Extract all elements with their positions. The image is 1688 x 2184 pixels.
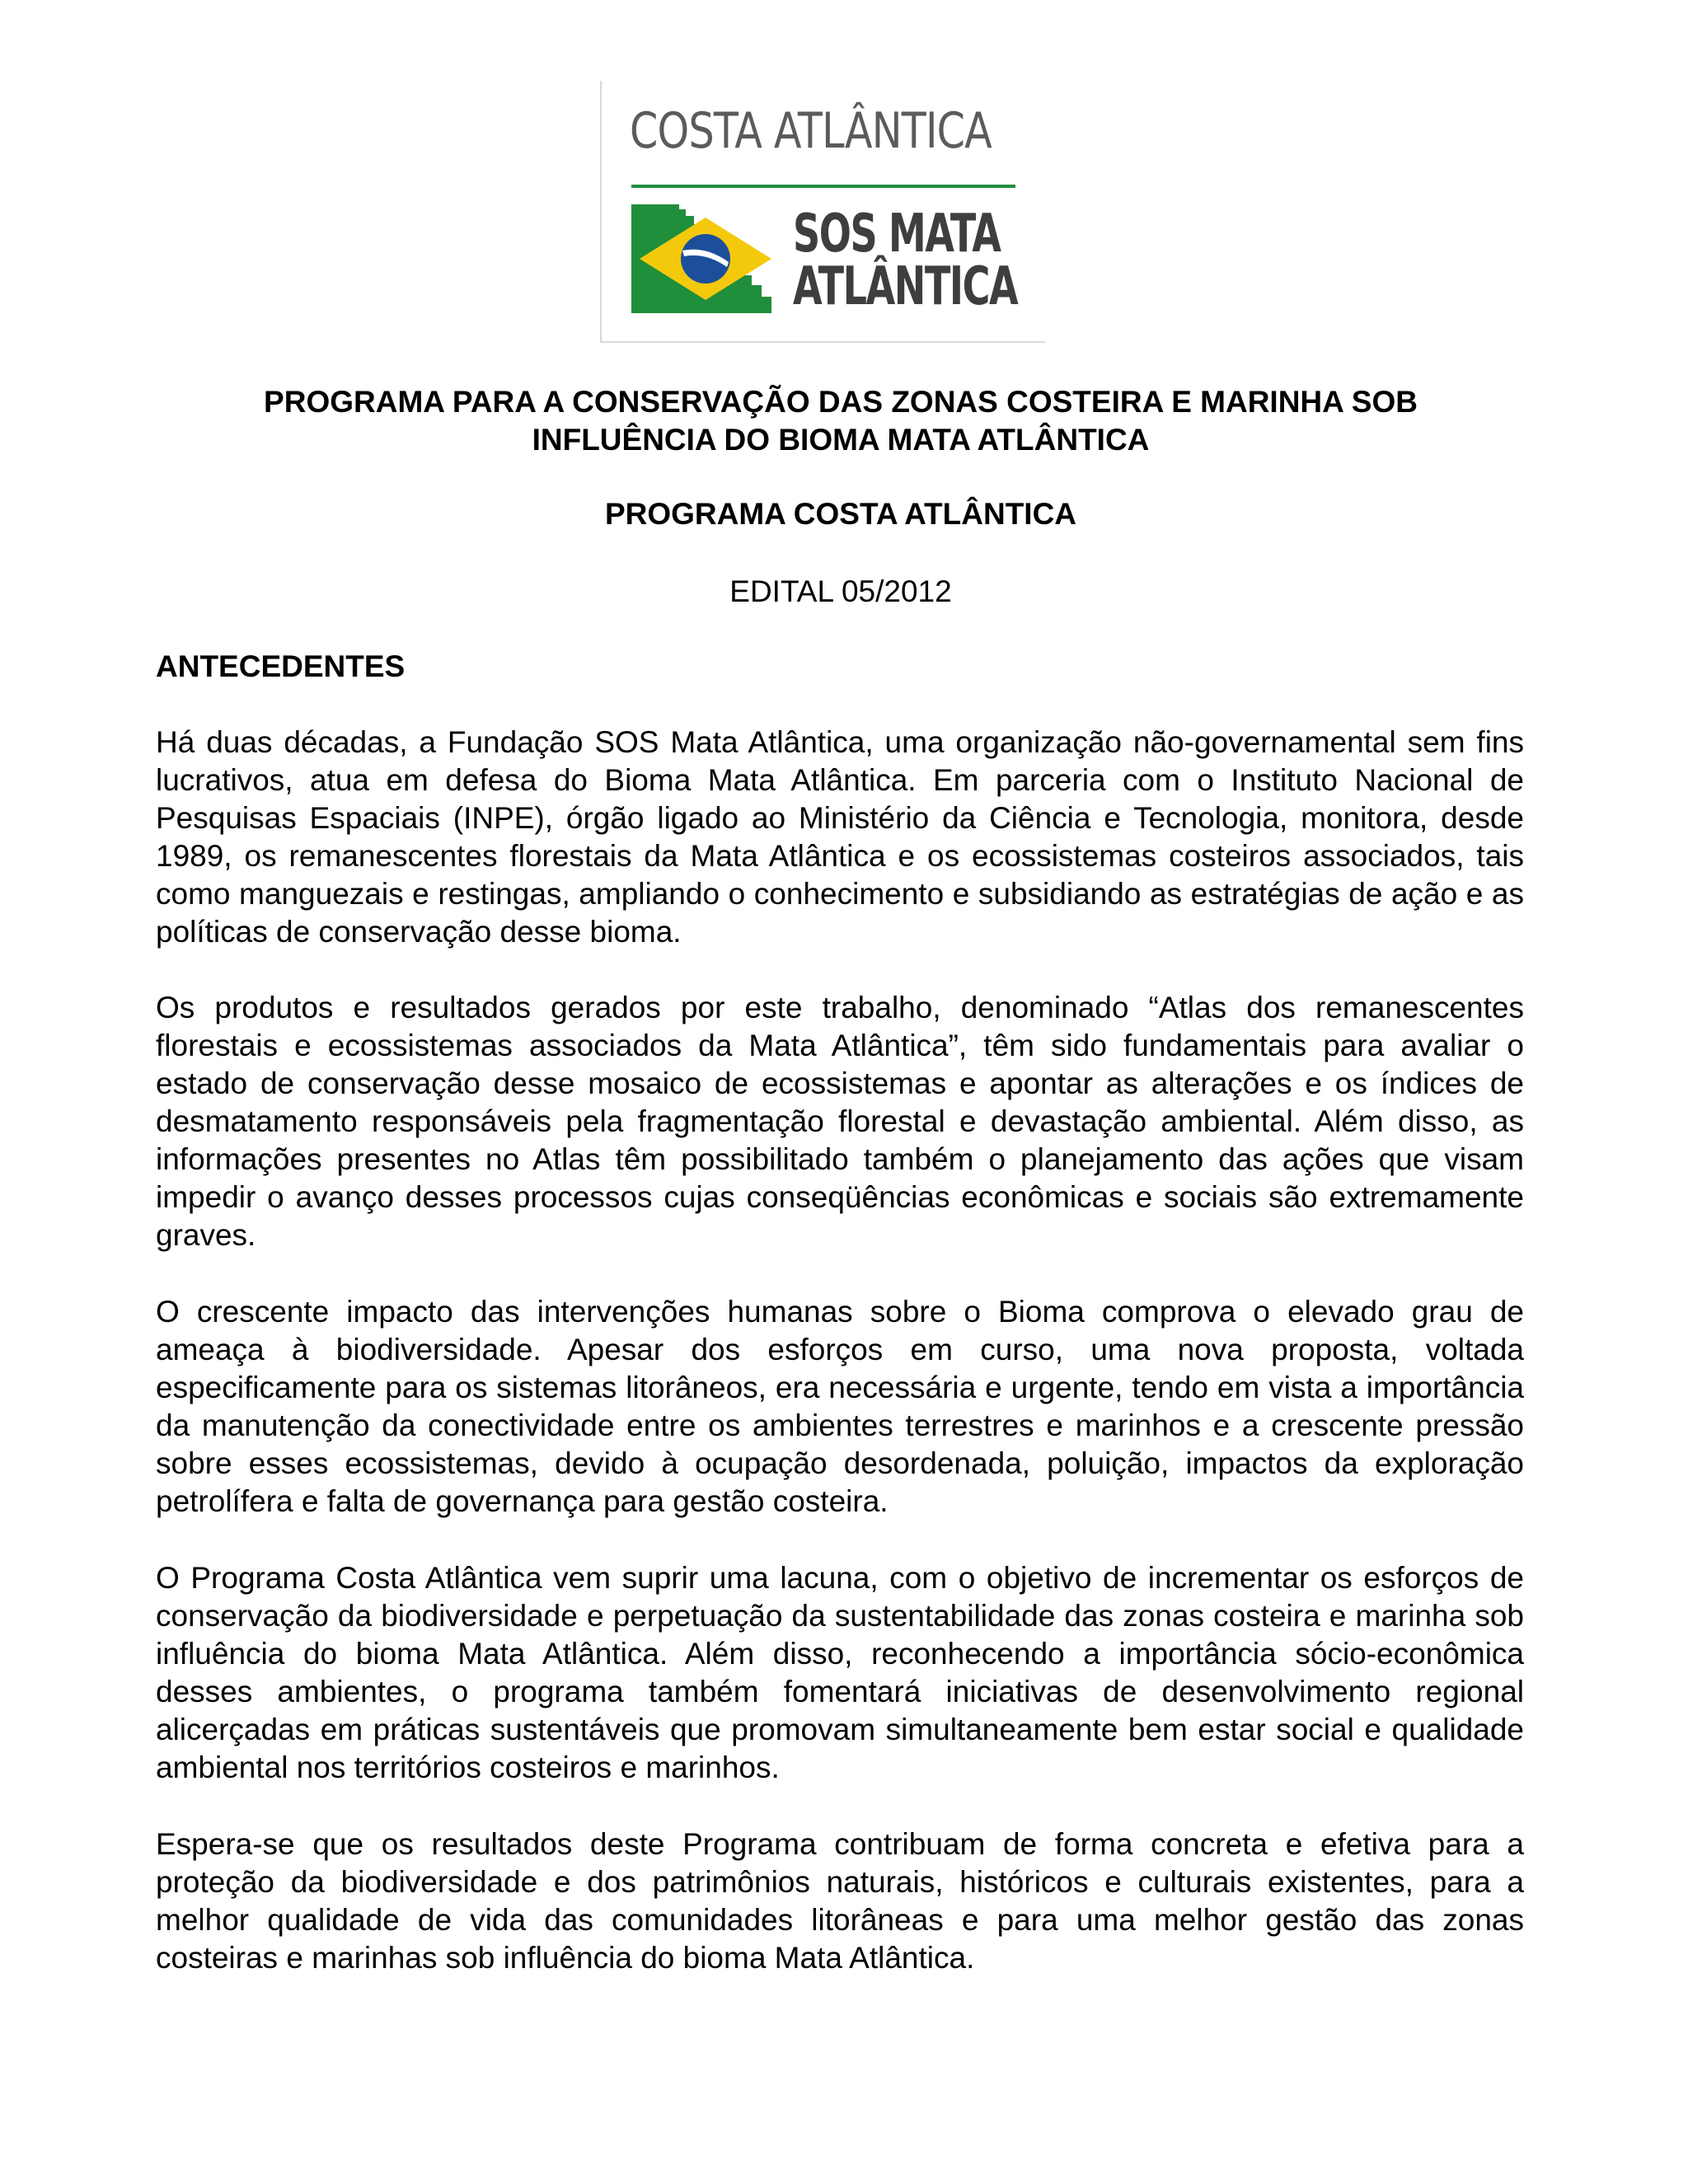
paragraph-1: Há duas décadas, a Fundação SOS Mata Atlântica, uma organização não-governamental sem fins lucrativos, atua em defesa do Bioma Mata Atlântica. Em parceria com o Instituto Nacional de Pesquisas Espaciais (INPE), órgão ligado ao Ministério da Ciência e Tecnologia, monitora, desde 1989, os remanescentes florestais da Mata Atlântica e os ecossistemas costeiros associados, tais como manguezais e restingas, ampliando o conhecimento e subsidiando as estratégias de ação e as políticas de conservação desse bioma. (156, 725, 1524, 949)
paragraph-4: O Programa Costa Atlântica vem suprir uma lacuna, com o objetivo de incrementar os esforços de conservação da biodiversidade e perpetuação da sustentabilidade das zonas costeira e marinha sob influência do bioma Mata Atlântica. Além disso, reconhecendo a importância sócio-econômica desses ambientes, o programa também fomentará iniciativas de desenvolvimento regional alicerçadas em práticas sustentáveis que promovam simultaneamente bem estar social e qualidade ambiental nos territórios costeiros e marinhos. (156, 1561, 1524, 1784)
paragraph-5: Espera-se que os resultados deste Programa contribuam de forma concreta e efetiva para a proteção da biodiversidade e dos patrimônios naturais, históricos e culturais existentes, para a melhor qualidade de vida das comunidades litorâneas e para uma melhor gestão das zonas costeiras e marinhas sob influência do bioma Mata Atlântica. (156, 1827, 1524, 1975)
edital-number: EDITAL 05/2012 (729, 574, 952, 608)
logo-sos-line2: ATLÂNTICA (793, 256, 1018, 317)
logo-top-text: COSTA ATLÂNTICA (630, 102, 992, 160)
paragraph-2: Os produtos e resultados gerados por este trabalho, denominado “Atlas dos remanescentes florestais e ecossistemas associados da Mata Atlântica”, têm sido fundamentais para avaliar o estado de conservação desse mosaico de ecossistemas e apontar as alterações e os índices de desmatamento responsáveis pela fragmentação florestal e devastação ambiental. Além disso, as informações presentes no Atlas têm possibilitado também o planejamento das ações que visam impedir o avanço desses processos cujas conseqüências econômicas e sociais são extremamente graves. (156, 991, 1524, 1252)
costa-atlantica-logo (600, 81, 1045, 343)
title-line-2: INFLUÊNCIA DO BIOMA MATA ATLÂNTICA (532, 423, 1150, 457)
paragraph-3: O crescente impacto das intervenções humanas sobre o Bioma comprova o elevado grau de ameaça à biodiversidade. Apesar dos esforços em curso, uma nova proposta, voltada especificamente para os sistemas litorâneos, era necessária e urgente, tendo em vista a importância da manutenção da conectividade entre os ambientes terrestres e marinhos e a crescente pressão sobre esses ecossistemas, devido à ocupação desordenada, poluição, impactos da exploração petrolífera e falta de governança para gestão costeira. (156, 1295, 1524, 1518)
program-name: PROGRAMA COSTA ATLÂNTICA (604, 497, 1077, 531)
document-title (157, 383, 1525, 459)
logo-sos-mata-atlantica (793, 204, 1018, 317)
title-line-1: PROGRAMA PARA A CONSERVAÇÃO DAS ZONAS COSTEIRA E MARINHA SOB (264, 385, 1418, 419)
logo-divider (631, 185, 1015, 188)
logo-sos-line1: SOS MATA (793, 204, 1001, 265)
section-heading: ANTECEDENTES (156, 649, 406, 683)
brazil-flag-icon (631, 204, 771, 313)
